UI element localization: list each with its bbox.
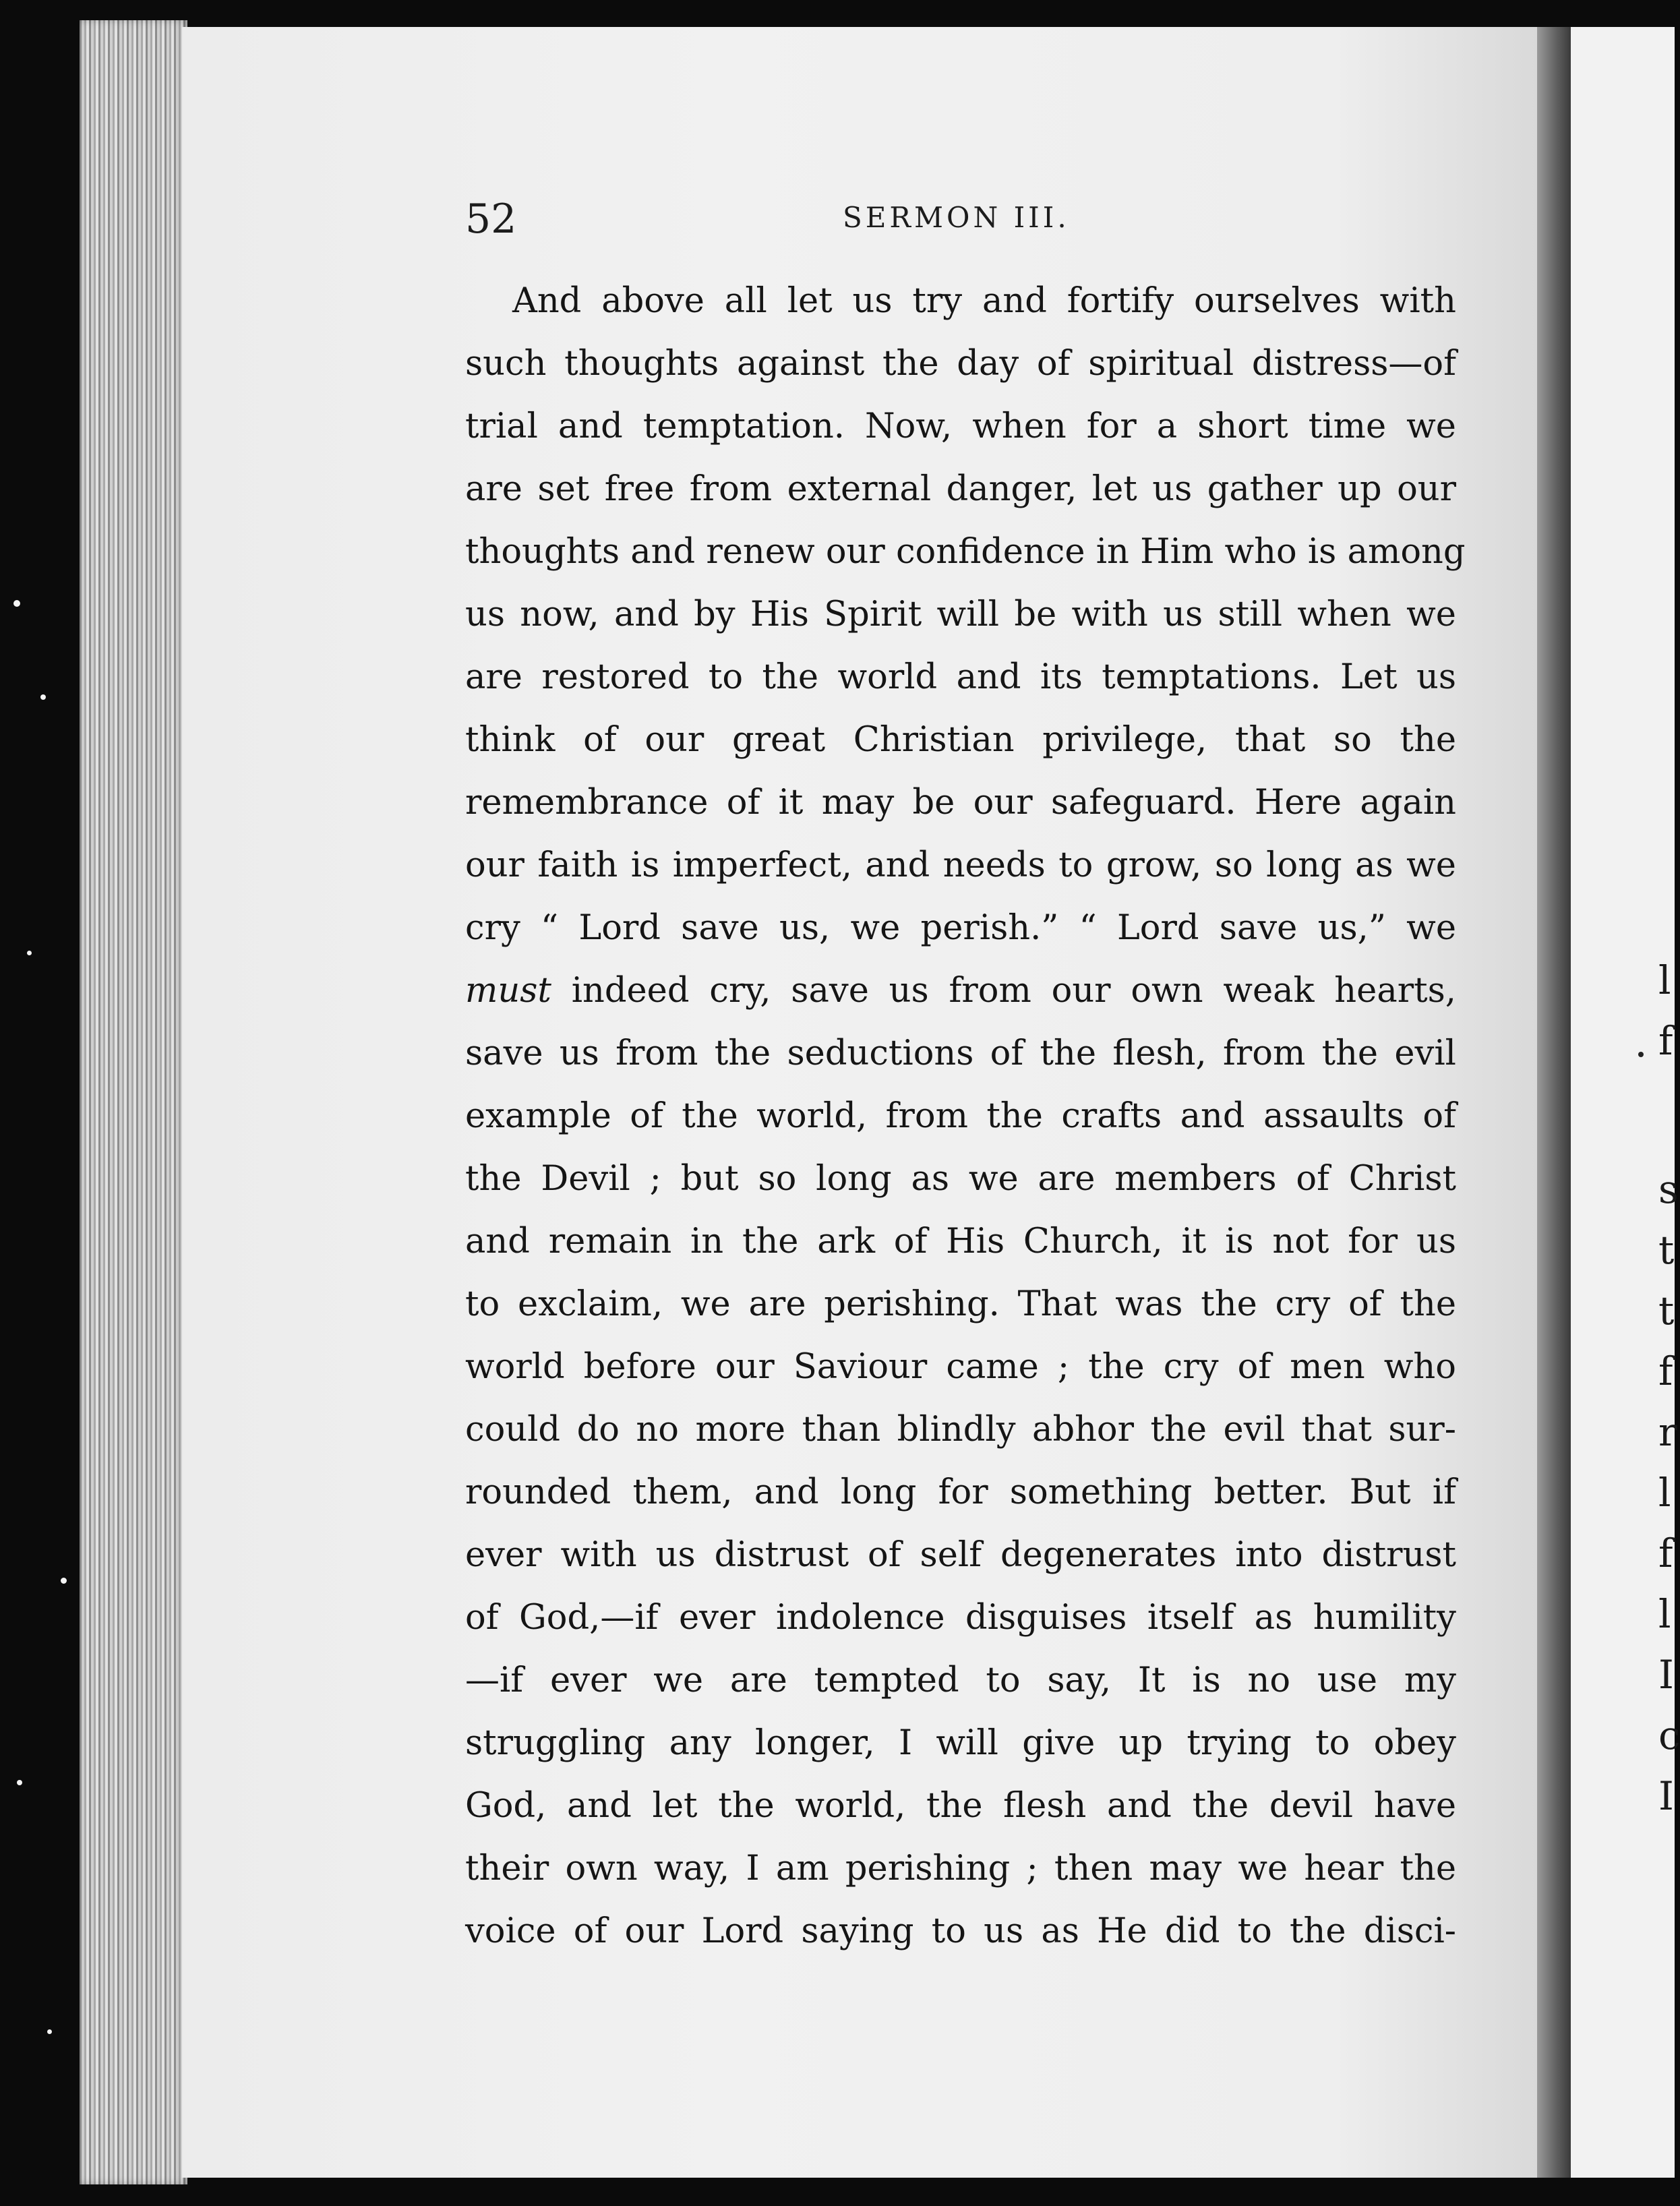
- scan-speck: [1638, 1052, 1644, 1057]
- text-line: could do no more than blindly abhor the evil that sur-: [465, 1410, 1456, 1450]
- facing-page-char: l: [1658, 957, 1671, 1003]
- text-line-with-emphasis: [465, 959, 1456, 1022]
- facing-page-char: l: [1658, 1591, 1671, 1637]
- facing-page-sliver: [1571, 27, 1680, 2178]
- text-line: cry “ Lord save us, we perish.” “ Lord save us,” we: [465, 908, 1456, 948]
- facing-page-char: f: [1658, 1348, 1673, 1394]
- text-line: and remain in the ark of His Church, it is not for us: [465, 1222, 1456, 1261]
- text-line: their own way, I am perishing ; then may we hear the: [465, 1849, 1456, 1888]
- book-gutter: [1537, 27, 1571, 2178]
- text-line: save us from the seductions of the flesh, from the evil: [465, 1034, 1456, 1073]
- text-line: us now, and by His Spirit will be with us still when we: [465, 595, 1456, 634]
- facing-page-char: I: [1658, 1773, 1674, 1819]
- text-line: trial and temptation. Now, when for a short time we: [465, 407, 1456, 446]
- facing-page-char: c: [1658, 1712, 1680, 1758]
- sermon-body-text: [465, 270, 1466, 1963]
- text-line: And above all let us try and fortify ourselves with: [512, 281, 1456, 321]
- text-line: example of the world, from the crafts and assaults of: [465, 1096, 1456, 1136]
- facing-page-char: l: [1658, 1470, 1671, 1516]
- text-line: God, and let the world, the flesh and the devil have: [465, 1786, 1456, 1826]
- text-line: struggling any longer, I will give up trying to obey: [465, 1723, 1456, 1763]
- scan-speck: [13, 600, 20, 607]
- text-line: think of our great Christian privilege, that so the: [465, 720, 1456, 760]
- text-line: the Devil ; but so long as we are members of Christ: [465, 1159, 1456, 1199]
- text-line: our faith is imperfect, and needs to grow, so long as we: [465, 845, 1456, 885]
- text-line: remembrance of it may be our safeguard. Here again: [465, 783, 1456, 823]
- text-line-rest: indeed cry, save us from our own weak hearts,: [571, 971, 1456, 1011]
- page-number: 52: [465, 196, 517, 243]
- scan-speck: [47, 2029, 52, 2034]
- facing-page-char: s: [1658, 1166, 1679, 1212]
- text-line: voice of our Lord saying to us as He did to the disci-: [465, 1911, 1456, 1951]
- facing-page-char: f: [1658, 1018, 1673, 1064]
- scan-speck: [40, 694, 46, 700]
- scan-speck: [61, 1578, 67, 1584]
- text-line: to exclaim, we are perishing. That was the cry of the: [465, 1284, 1456, 1324]
- facing-page-char: f: [1658, 1530, 1673, 1576]
- text-line: thoughts and renew our confidence in Him who is among: [465, 532, 1466, 572]
- text-line: of God,—if ever indolence disguises itself as humility: [465, 1598, 1456, 1638]
- emphasis-word: must: [465, 971, 551, 1011]
- scan-speck: [27, 951, 32, 955]
- text-line: such thoughts against the day of spiritual distress—of: [465, 344, 1456, 384]
- text-line: are restored to the world and its temptations. Let us: [465, 657, 1456, 697]
- text-line: are set free from external danger, let us gather up our: [465, 469, 1456, 509]
- text-line: world before our Saviour came ; the cry of men who: [465, 1347, 1456, 1387]
- facing-page-char: r: [1658, 1409, 1677, 1455]
- text-line: —if ever we are tempted to say, It is no use my: [465, 1661, 1456, 1700]
- running-head: SERMON III.: [843, 201, 1070, 234]
- facing-page-char: t: [1658, 1288, 1675, 1334]
- facing-page-char: I: [1658, 1652, 1674, 1698]
- facing-page-char: t: [1658, 1227, 1675, 1273]
- scan-speck: [17, 1780, 22, 1785]
- page-edges: [80, 20, 187, 2184]
- text-line: ever with us distrust of self degenerates into distrust: [465, 1535, 1456, 1575]
- text-line: rounded them, and long for something better. But if: [465, 1472, 1456, 1512]
